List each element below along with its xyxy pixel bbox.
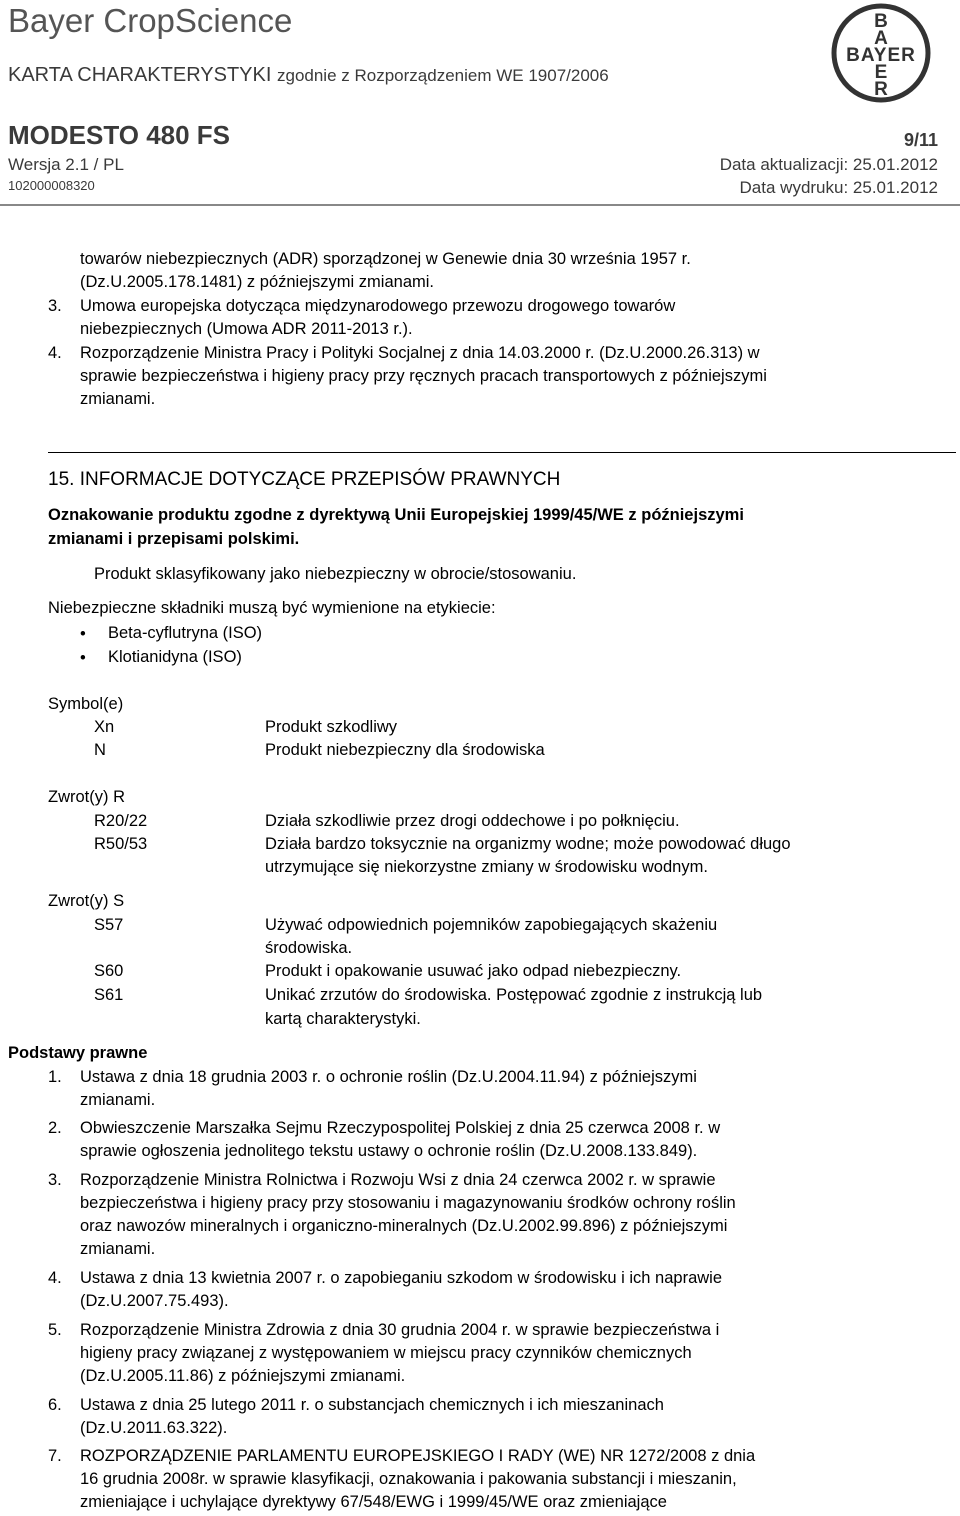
- legal-line: zmieniające i uchylające dyrektywy 67/548/EWG i 1999/45/WE oraz zmieniające: [80, 1493, 667, 1511]
- sds-title: [8, 64, 609, 87]
- component-item: Klotianidyna (ISO): [108, 648, 242, 666]
- document-code: 102000008320: [8, 178, 95, 193]
- legal-line: zmianami.: [80, 1240, 156, 1258]
- legal-title: Podstawy prawne: [8, 1044, 148, 1062]
- s-phrases-label: Zwrot(y) S: [48, 892, 125, 910]
- legal-line: Rozporządzenie Ministra Zdrowia z dnia 30 grudnia 2004 r. w sprawie bezpieczeństwa i: [80, 1321, 720, 1339]
- cont-line: niebezpiecznych (Umowa ADR 2011-2013 r.).: [80, 320, 413, 338]
- legal-number: 1.: [48, 1068, 62, 1086]
- bullet-icon: •: [80, 649, 86, 667]
- r-phrase-text: Działa szkodliwie przez drogi oddechowe i po połknięciu.: [265, 812, 680, 830]
- cont-line: Umowa europejska dotycząca międzynarodowego przewozu drogowego towarów: [80, 297, 676, 315]
- legal-line: Ustawa z dnia 18 grudnia 2003 r. o ochronie roślin (Dz.U.2004.11.94) z późniejszymi: [80, 1068, 697, 1086]
- s-phrase-text: Produkt i opakowanie usuwać jako odpad niebezpieczny.: [265, 962, 682, 980]
- print-date: Data wydruku: 25.01.2012: [739, 178, 938, 197]
- legal-line: 16 grudnia 2008r. w sprawie klasyfikacji, oznakowania i pakowania substancji i mieszanin,: [80, 1470, 737, 1488]
- labeling-line: zmianami i przepisami polskimi.: [48, 530, 300, 548]
- update-date: Data aktualizacji: 25.01.2012: [719, 155, 938, 174]
- symbol-text: Produkt szkodliwy: [265, 718, 398, 736]
- s-phrase-text: środowiska.: [265, 939, 353, 957]
- product-name: MODESTO 480 FS: [8, 120, 231, 150]
- header-divider: [0, 204, 960, 206]
- legal-line: (Dz.U.2011.63.322).: [80, 1419, 228, 1437]
- sds-title-main: KARTA CHARAKTERYSTYKI: [8, 64, 272, 86]
- cont-line: towarów niebezpiecznych (ADR) sporządzonej w Genewie dnia 30 września 1957 r.: [80, 250, 691, 268]
- symbol-code: Xn: [94, 718, 115, 736]
- cont-line: zmianami.: [80, 390, 156, 408]
- logo-word: BAYER: [846, 45, 916, 66]
- legal-line: zmianami.: [80, 1091, 156, 1109]
- labeling-line: Oznakowanie produktu zgodne z dyrektywą Unii Europejskiej 1999/45/WE z późniejszymi: [48, 506, 744, 524]
- page-number: 9/11: [903, 130, 938, 150]
- cont-line: (Dz.U.2005.178.1481) z późniejszymi zmianami.: [80, 273, 434, 291]
- legal-line: (Dz.U.2005.11.86) z późniejszymi zmianami.: [80, 1367, 406, 1385]
- symbol-code: N: [94, 741, 106, 759]
- s-phrase-code: S57: [94, 916, 124, 934]
- logo-letter-e: E: [874, 62, 888, 83]
- legal-line: Ustawa z dnia 25 lutego 2011 r. o substancjach chemicznych i ich mieszaninach: [80, 1396, 664, 1414]
- r-phrase-code: R50/53: [94, 835, 148, 853]
- cont-line: Rozporządzenie Ministra Pracy i Polityki Socjalnej z dnia 14.03.2000 r. (Dz.U.2000.26.313) w: [80, 344, 760, 362]
- cont-line: sprawie bezpieczeństwa i higieny pracy przy ręcznych pracach transportowych z późniejszymi: [80, 367, 767, 385]
- legal-line: (Dz.U.2007.75.493).: [80, 1292, 229, 1310]
- legal-number: 5.: [48, 1321, 62, 1339]
- bullet-icon: •: [80, 625, 86, 643]
- r-phrase-text: Działa bardzo toksycznie na organizmy wodne; może powodować długo: [265, 835, 791, 853]
- version: Wersja 2.1 / PL: [8, 155, 124, 174]
- r-phrases-label: Zwrot(y) R: [48, 788, 125, 806]
- legal-number: 6.: [48, 1396, 62, 1414]
- legal-number: 3.: [48, 1171, 62, 1189]
- s-phrase-text: Unikać zrzutów do środowiska. Postępować zgodnie z instrukcją lub: [265, 986, 763, 1004]
- company-name: Bayer CropScience: [8, 2, 293, 39]
- s-phrase-code: S60: [94, 962, 124, 980]
- section-title: 15. INFORMACJE DOTYCZĄCE PRZEPISÓW PRAWNYCH: [48, 469, 561, 490]
- s-phrase-text: kartą charakterystyki.: [265, 1010, 421, 1028]
- components-intro: Niebezpieczne składniki muszą być wymienione na etykiecie:: [48, 599, 496, 617]
- logo-letter-b: B: [874, 11, 888, 32]
- legal-line: Obwieszczenie Marszałka Sejmu Rzeczypospolitej Polskiej z dnia 25 czerwca 2008 r. w: [80, 1119, 721, 1137]
- r-phrase-code: R20/22: [94, 812, 148, 830]
- legal-line: higieny pracy związanej z występowaniem w miejscu pracy czynników chemicznych: [80, 1344, 692, 1362]
- legal-number: 2.: [48, 1119, 62, 1137]
- symbols-label: Symbol(e): [48, 695, 124, 713]
- legal-number: 4.: [48, 1269, 62, 1287]
- logo-letter-a: A: [874, 28, 888, 49]
- regulation: zgodnie z Rozporządzeniem WE 1907/2006: [276, 66, 609, 85]
- bayer-cross-logo: [830, 2, 932, 104]
- r-phrase-text: utrzymujące się niekorzystne zmiany w środowisku wodnym.: [265, 858, 708, 876]
- legal-number: 7.: [48, 1447, 62, 1465]
- s-phrase-code: S61: [94, 986, 124, 1004]
- logo-letter-r: R: [874, 79, 888, 100]
- list-number: 3.: [48, 297, 62, 315]
- s-phrase-text: Używać odpowiednich pojemników zapobiegających skażeniu: [265, 916, 718, 934]
- legal-line: sprawie ogłoszenia jednolitego tekstu ustawy o ochronie roślin (Dz.U.2008.133.849).: [80, 1142, 698, 1160]
- list-number: 4.: [48, 344, 62, 362]
- legal-line: ROZPORZĄDZENIE PARLAMENTU EUROPEJSKIEGO I RADY (WE) NR 1272/2008 z dnia: [80, 1447, 756, 1465]
- section-divider: [48, 452, 956, 453]
- component-item: Beta-cyflutryna (ISO): [108, 624, 263, 642]
- symbol-text: Produkt niebezpieczny dla środowiska: [265, 741, 545, 759]
- legal-line: oraz nawozów mineralnych i organiczno-mineralnych (Dz.U.2002.99.896) z późniejszymi: [80, 1217, 728, 1235]
- legal-line: Rozporządzenie Ministra Rolnictwa i Rozwoju Wsi z dnia 24 czerwca 2002 r. w sprawie: [80, 1171, 716, 1189]
- legal-line: bezpieczeństwa i higieny pracy przy stosowaniu i magazynowaniu środków ochrony roślin: [80, 1194, 736, 1212]
- legal-line: Ustawa z dnia 13 kwietnia 2007 r. o zapobieganiu szkodom w środowisku i ich naprawie: [80, 1269, 723, 1287]
- classified-text: Produkt sklasyfikowany jako niebezpieczny w obrocie/stosowaniu.: [94, 565, 577, 583]
